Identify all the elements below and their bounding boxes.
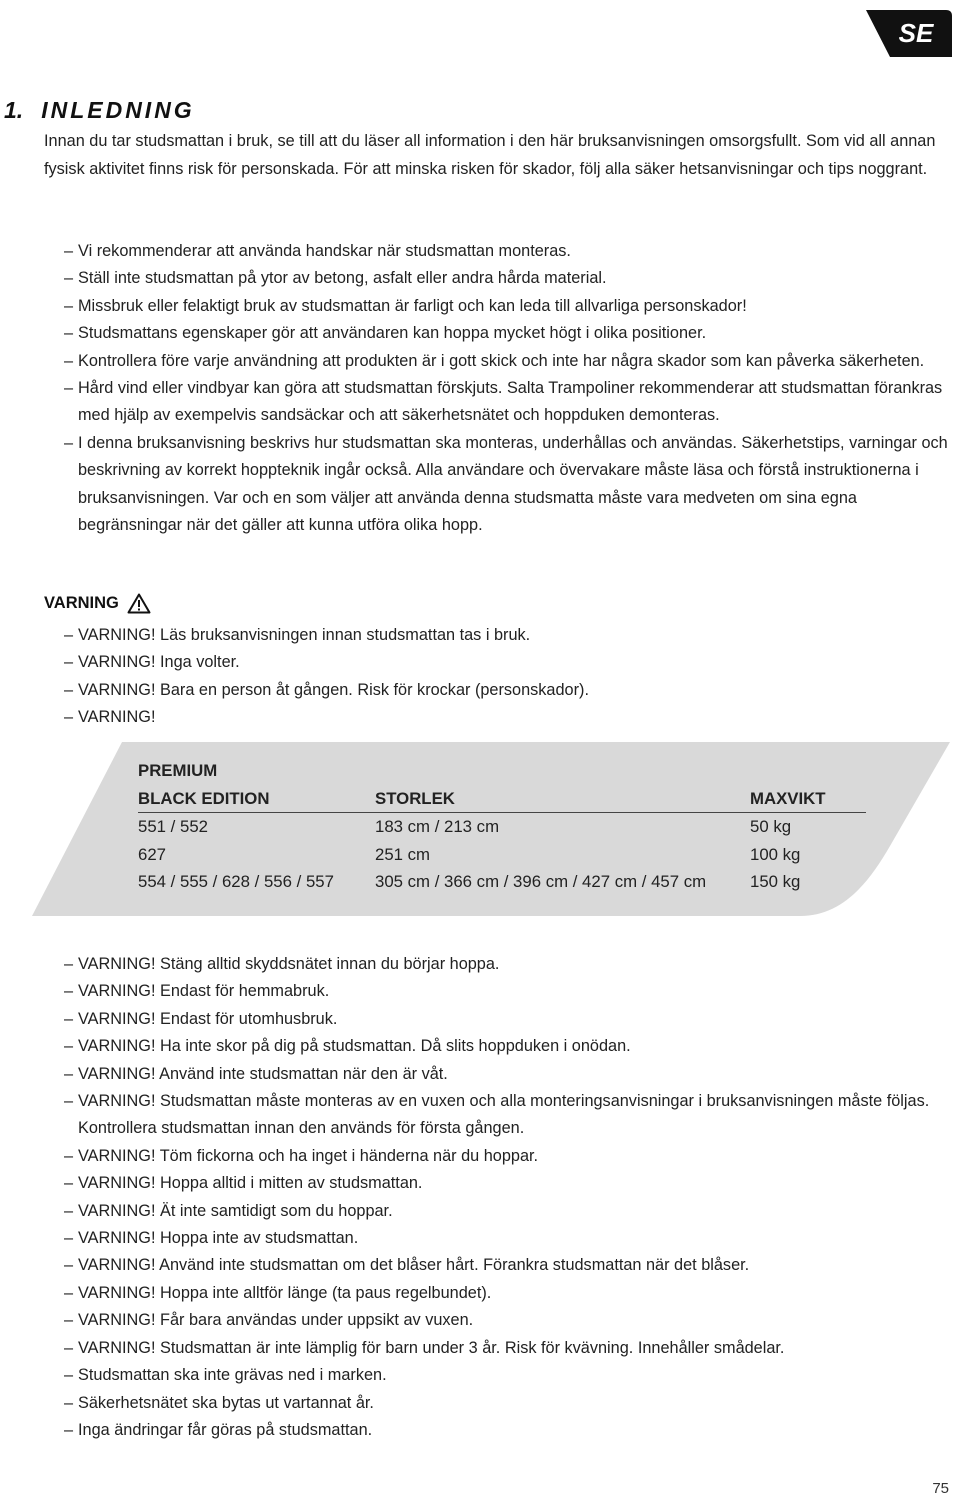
list-item bbox=[58, 1335, 953, 1362]
list-item bbox=[58, 1225, 953, 1252]
dash-marker: – bbox=[64, 1311, 74, 1330]
list-item-text: VARNING! Använd inte studsmattan när den är våt. bbox=[78, 1064, 448, 1083]
list-item bbox=[58, 649, 953, 676]
model-cell: 627 bbox=[138, 844, 166, 864]
dash-marker: – bbox=[64, 433, 74, 452]
list-item-text: VARNING! Hoppa alltid i mitten av studsmattan. bbox=[78, 1174, 423, 1193]
list-item bbox=[58, 1033, 953, 1060]
size-cell: 305 cm / 366 cm / 396 cm / 427 cm / 457 cm bbox=[375, 872, 707, 891]
list-item-text: Ställ inte studsmattan på ytor av betong, asfalt eller andra hårda material. bbox=[78, 269, 607, 288]
list-item bbox=[58, 1061, 953, 1088]
list-item-text: VARNING! Får bara användas under uppsikt av vuxen. bbox=[78, 1311, 474, 1330]
weight-cell: 50 kg bbox=[750, 817, 792, 836]
model-cell: 554 / 555 / 628 / 556 / 557 bbox=[138, 872, 334, 891]
dash-marker: – bbox=[64, 1009, 74, 1028]
list-item-text: VARNING! Läs bruksanvisningen innan studsmattan tas i bruk. bbox=[78, 626, 531, 644]
dash-marker: – bbox=[64, 982, 74, 1001]
list-item bbox=[58, 320, 953, 347]
section-title: INLEDNING bbox=[41, 97, 195, 123]
dash-marker: – bbox=[64, 1174, 74, 1193]
list-item bbox=[58, 1280, 953, 1307]
warning-heading bbox=[44, 593, 151, 614]
list-item bbox=[58, 622, 953, 649]
list-item bbox=[58, 348, 953, 375]
dash-marker: – bbox=[64, 324, 74, 343]
list-item bbox=[58, 293, 953, 320]
list-item-text: Inga ändringar får göras på studsmattan. bbox=[78, 1420, 373, 1439]
list-item-text: VARNING! Använd inte studsmattan om det blåser hårt. Förankra studsmattan när det blåser. bbox=[78, 1256, 750, 1275]
dash-marker: – bbox=[64, 680, 74, 699]
dash-marker: – bbox=[64, 1229, 74, 1248]
dash-marker: – bbox=[64, 242, 74, 260]
list-item bbox=[58, 375, 953, 430]
list-item-text: VARNING! Endast för utomhusbruk. bbox=[78, 1009, 338, 1028]
list-item-text: VARNING! Stäng alltid skyddsnätet innan du börjar hoppa. bbox=[78, 955, 500, 973]
dash-marker: – bbox=[64, 379, 74, 398]
header-model: BLACK EDITION bbox=[138, 785, 375, 813]
list-item-text: Studsmattan ska inte grävas ned i marken. bbox=[78, 1366, 387, 1385]
language-tab bbox=[866, 10, 952, 57]
dash-marker: – bbox=[64, 351, 74, 370]
list-item-text: VARNING! Ät inte samtidigt som du hoppar. bbox=[78, 1201, 393, 1220]
dash-marker: – bbox=[64, 296, 74, 315]
spec-header-row bbox=[138, 785, 866, 813]
dash-marker: – bbox=[64, 1146, 74, 1165]
model-cell: 551 / 552 bbox=[138, 817, 208, 836]
section-heading bbox=[4, 97, 195, 124]
spec-table bbox=[138, 757, 866, 896]
dash-marker: – bbox=[64, 1064, 74, 1083]
list-item-text: VARNING! bbox=[78, 708, 156, 727]
warning-list-top bbox=[58, 622, 953, 732]
size-cell: 251 cm bbox=[375, 844, 431, 864]
dash-marker: – bbox=[64, 1338, 74, 1357]
list-item bbox=[58, 1143, 953, 1170]
list-item-text: Säkerhetsnätet ska bytas ut vartannat år. bbox=[78, 1393, 374, 1412]
warning-list-bottom bbox=[58, 951, 953, 1444]
list-item bbox=[58, 430, 953, 540]
table-row bbox=[138, 868, 866, 896]
dash-marker: – bbox=[64, 1037, 74, 1056]
intro-paragraph: Innan du tar studsmattan i bruk, se till att du läser all information i den här bruksanvisningen omsorgsfullt. Som vid all annan fysisk aktivitet finns risk för personskada. För att minska risken för skador, följ alla säker hetsanvisningar och tips noggrant. bbox=[44, 132, 936, 178]
list-item bbox=[58, 1006, 953, 1033]
language-label: SE bbox=[898, 18, 934, 48]
dash-marker: – bbox=[64, 626, 74, 644]
page-number: 75 bbox=[932, 1480, 949, 1497]
list-item bbox=[58, 1198, 953, 1225]
list-item-text: Missbruk eller felaktigt bruk av studsmattan är farligt och kan leda till allvarliga personskador! bbox=[78, 296, 747, 315]
list-item-text: Vi rekommenderar att använda handskar när studsmattan monteras. bbox=[78, 242, 571, 260]
list-item-text: VARNING! Bara en person åt gången. Risk för krockar (personskador). bbox=[78, 680, 589, 699]
table-row bbox=[138, 841, 866, 869]
list-item-text: Hård vind eller vindbyar kan göra att studsmattan förskjuts. Salta Trampoliner rekommenderar att studsmattan förankras med hjälp av exempelvis sandsäckar och att säkerhetsnätet och hoppduken demonteras. bbox=[78, 379, 943, 425]
table-row bbox=[138, 813, 866, 841]
dash-marker: – bbox=[64, 955, 74, 973]
list-item bbox=[58, 978, 953, 1005]
list-item-text: VARNING! Inga volter. bbox=[78, 653, 240, 672]
list-item bbox=[58, 265, 953, 292]
list-item bbox=[58, 1362, 953, 1389]
list-item bbox=[58, 951, 953, 978]
dash-marker: – bbox=[64, 269, 74, 288]
dash-marker: – bbox=[64, 1092, 74, 1111]
list-item-text: VARNING! Töm fickorna och ha inget i händerna när du hoppar. bbox=[78, 1146, 539, 1165]
dash-marker: – bbox=[64, 1283, 74, 1302]
weight-cell: 100 kg bbox=[750, 844, 801, 864]
dash-marker: – bbox=[64, 708, 74, 727]
size-cell: 183 cm / 213 cm bbox=[375, 817, 500, 836]
list-item-text: VARNING! Studsmattan måste monteras av en vuxen och alla monteringsanvisningar i bruksanvisningen måste följas. Kontrollera studsmattan innan den används för första gången. bbox=[78, 1092, 930, 1138]
list-item bbox=[58, 1390, 953, 1417]
list-item bbox=[58, 1170, 953, 1197]
list-item-text: Kontrollera före varje användning att produkten är i gott skick och inte har några skador som kan påverka säkerheten. bbox=[78, 351, 925, 370]
list-item bbox=[58, 704, 953, 731]
list-item bbox=[58, 1307, 953, 1334]
list-item-text: VARNING! Ha inte skor på dig på studsmattan. Då slits hoppduken i onödan. bbox=[78, 1037, 631, 1056]
dash-marker: – bbox=[64, 1420, 74, 1439]
list-item-text: VARNING! Endast för hemmabruk. bbox=[78, 982, 330, 1001]
list-item-text: VARNING! Hoppa inte av studsmattan. bbox=[78, 1229, 359, 1248]
list-item bbox=[58, 1252, 953, 1279]
list-item-text: I denna bruksanvisning beskrivs hur studsmattan ska monteras, underhållas och användas. Säkerhetstips, varningar och beskrivning av korrekt hoppteknik ingår också. Alla användare och övervakare måste läsa och förstå instruktionerna i bruksanvisningen. Var och en som väljer att använda denna studsmatta måste vara medveten om sina egna begränsningar när det gäller att kunna utföra olika hopp. bbox=[78, 433, 948, 535]
header-size: STORLEK bbox=[375, 785, 750, 813]
warning-label: VARNING bbox=[44, 594, 119, 612]
list-item-text: Studsmattans egenskaper gör att användaren kan hoppa mycket högt i olika positioner. bbox=[78, 324, 707, 343]
dash-marker: – bbox=[64, 1393, 74, 1412]
list-item bbox=[58, 1417, 953, 1444]
warning-triangle-icon bbox=[127, 593, 151, 614]
general-info-list bbox=[58, 238, 953, 539]
spec-brand: PREMIUM bbox=[138, 761, 218, 780]
dash-marker: – bbox=[64, 653, 74, 672]
section-number: 1. bbox=[4, 97, 24, 123]
list-item-text: VARNING! Hoppa inte alltför länge (ta paus regelbundet). bbox=[78, 1283, 492, 1302]
weight-cell: 150 kg bbox=[750, 872, 801, 891]
list-item-text: VARNING! Studsmattan är inte lämplig för barn under 3 år. Risk för kvävning. Innehåller smådelar. bbox=[78, 1338, 785, 1357]
header-max-weight: MAXVIKT bbox=[750, 785, 866, 813]
list-item bbox=[58, 238, 953, 265]
list-item bbox=[58, 677, 953, 704]
list-item bbox=[58, 1088, 953, 1143]
dash-marker: – bbox=[64, 1366, 74, 1385]
dash-marker: – bbox=[64, 1256, 74, 1275]
dash-marker: – bbox=[64, 1201, 74, 1220]
